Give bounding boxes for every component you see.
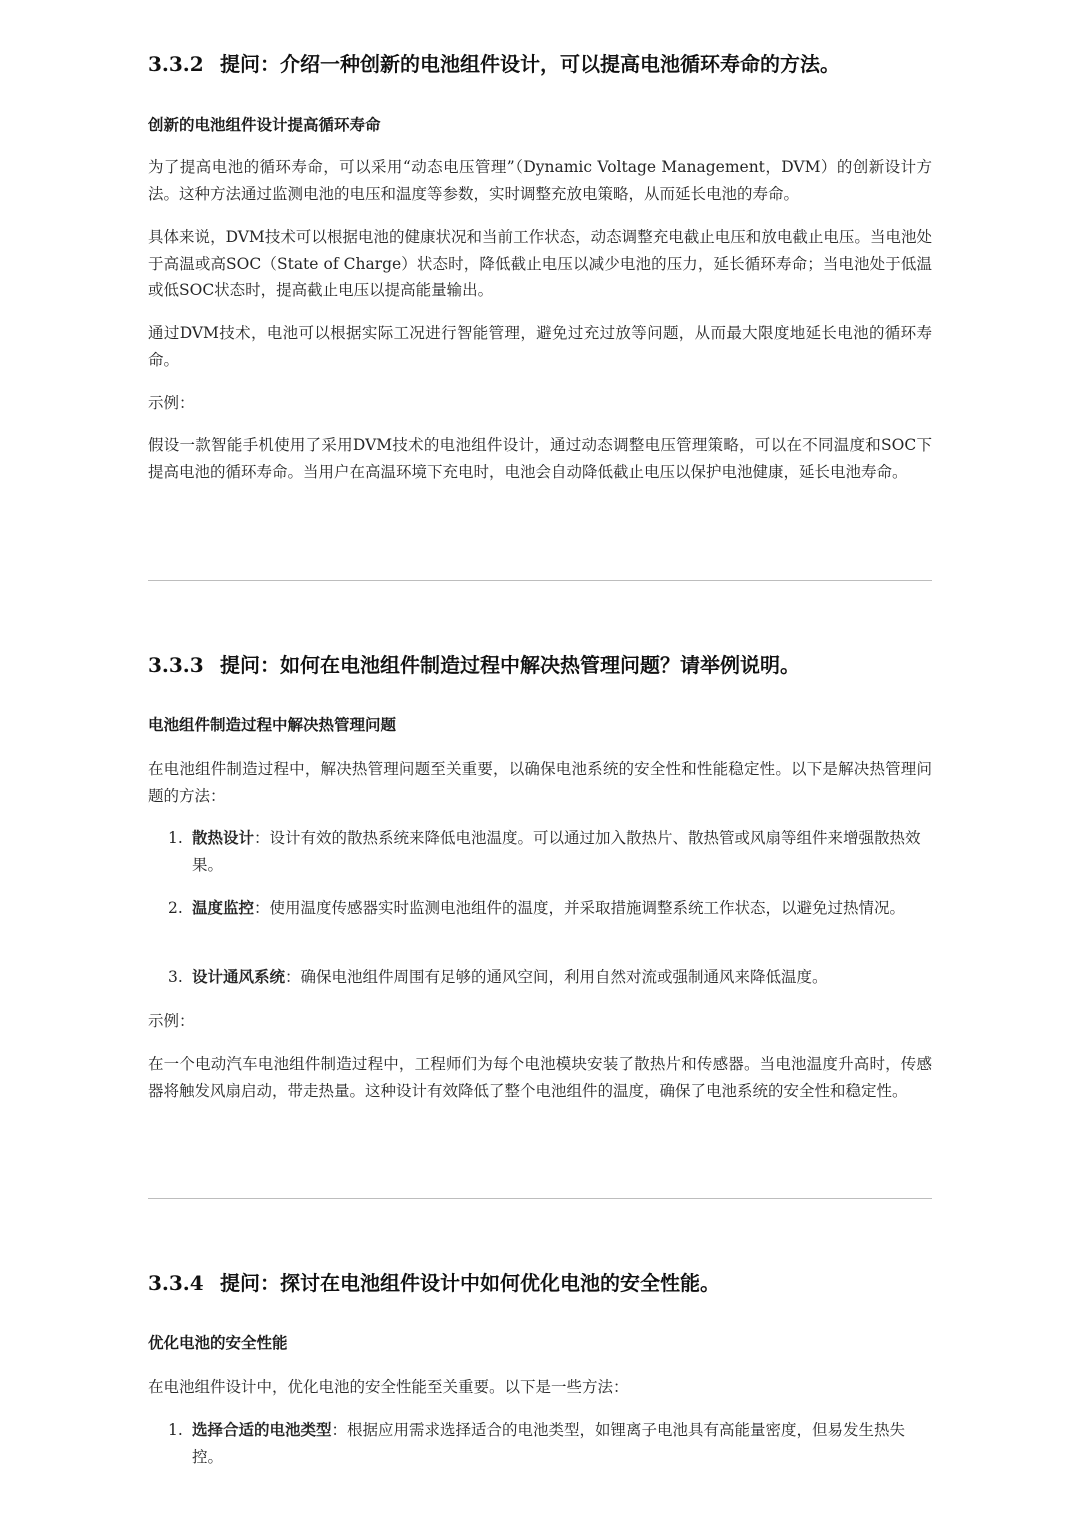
list-index: 2. [168,899,183,917]
list-index: 1. [168,1421,183,1439]
section-heading-3-3-4 [148,1269,720,1297]
example-text: 假设一款智能手机使用了采用DVM技术的电池组件设计，通过动态调整电压管理策略，可以在不同温度和SOC下提高电池的循环寿命。当用户在高温环境下充电时，电池会自动降低截止电压以保护电池健康，延长电池寿命。 [148,436,932,481]
list-item [168,964,932,991]
list-text: ：使用温度传感器实时监测电池组件的温度，并采取措施调整系统工作状态，以避免过热情况。 [254,899,906,917]
section-divider [148,1198,932,1199]
section-number: 3.3.3 [148,653,204,677]
section-title: 提问：探讨在电池组件设计中如何优化电池的安全性能。 [220,1271,720,1295]
list-item [168,1417,932,1470]
paragraph: 为了提高电池的循环寿命，可以采用“动态电压管理”（Dynamic Voltage Management，DVM）的创新设计方法。这种方法通过监测电池的电压和温度等参数，实时调整充放电策略，从而延长电池的寿命。 [148,158,932,203]
section-number: 3.3.2 [148,52,204,76]
list-text: ：确保电池组件周围有足够的通风空间，利用自然对流或强制通风来降低温度。 [285,968,828,986]
section-heading-3-3-2 [148,50,840,78]
section-divider [148,580,932,581]
section-number: 3.3.4 [148,1271,204,1295]
list-index: 3. [168,968,183,986]
list-item [168,825,932,878]
subheading: 电池组件制造过程中解决热管理问题 [148,715,397,734]
list-term: 散热设计 [192,828,255,847]
section-title: 提问：介绍一种创新的电池组件设计，可以提高电池循环寿命的方法。 [220,52,840,76]
section-title: 提问：如何在电池组件制造过程中解决热管理问题？请举例说明。 [220,653,800,677]
example-label: 示例： [148,394,195,412]
paragraph: 在电池组件设计中，优化电池的安全性能至关重要。以下是一些方法： [148,1378,629,1396]
list-item [168,895,932,922]
list-text: ：设计有效的散热系统来降低电池温度。可以通过加入散热片、散热管或风扇等组件来增强散热效果。 [192,829,921,874]
list-index: 1. [168,829,183,847]
paragraph: 具体来说，DVM技术可以根据电池的健康状况和当前工作状态，动态调整充电截止电压和放电截止电压。当电池处于高温或高SOC（State of Charge）状态时，降低截止电压以减少电池的压力，延长循环寿命；当电池处于低温或低SOC状态时，提高截止电压以提高能量输出。 [148,228,932,299]
example-text: 在一个电动汽车电池组件制造过程中，工程师们为每个电池模块安装了散热片和传感器。当电池温度升高时，传感器将触发风扇启动，带走热量。这种设计有效降低了整个电池组件的温度，确保了电池系统的安全性和稳定性。 [148,1055,932,1100]
example-label: 示例： [148,1012,195,1030]
list-term: 设计通风系统 [192,967,286,986]
section-heading-3-3-3 [148,651,800,679]
paragraph: 通过DVM技术，电池可以根据实际工况进行智能管理，避免过充过放等问题，从而最大限度地延长电池的循环寿命。 [148,324,932,369]
subheading: 优化电池的安全性能 [148,1333,288,1352]
list-term: 温度监控 [192,898,255,917]
list-text: ：根据应用需求选择适合的电池类型，如锂离子电池具有高能量密度，但易发生热失控。 [192,1421,906,1466]
paragraph: 在电池组件制造过程中，解决热管理问题至关重要，以确保电池系统的安全性和性能稳定性。以下是解决热管理问题的方法： [148,760,932,805]
list-term: 选择合适的电池类型 [192,1420,332,1439]
subheading: 创新的电池组件设计提高循环寿命 [148,115,381,134]
